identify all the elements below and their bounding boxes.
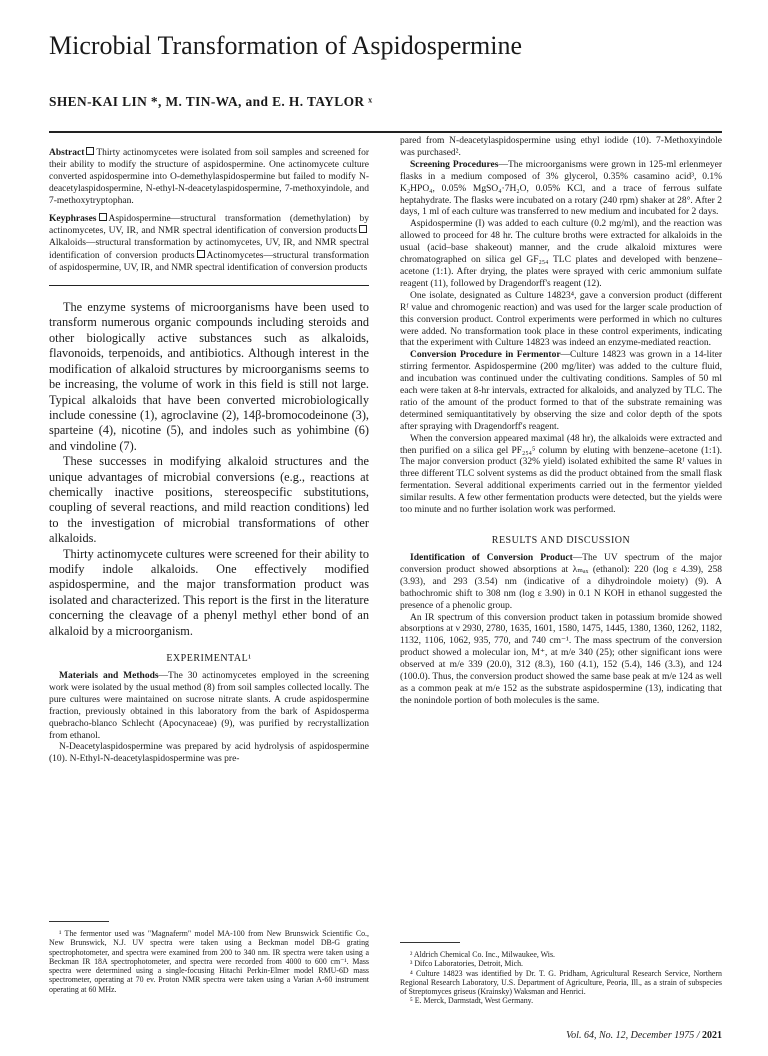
materials-paragraph bbox=[49, 671, 369, 742]
page-number: 2021 bbox=[702, 1030, 722, 1041]
bullet-square-icon bbox=[197, 250, 205, 258]
abstract bbox=[49, 147, 369, 208]
abstract-block bbox=[49, 147, 369, 286]
keyphrases-label: Keyphrases bbox=[49, 213, 97, 224]
keyphrase-item: Aspidospermine—structural transformation (demethylation) by actinomycetes, UV, IR, and NMR spectral identification of conversion products bbox=[49, 213, 369, 237]
screening-paragraph bbox=[400, 160, 722, 220]
ir-paragraph: An IR spectrum of this conversion product taken in potassium bromide showed absorptions at ν 2930, 2780, 1635, 1601, 1580, 1475, 1445, 1380, 1360, 1262, 1182, 1132, 1106, 1062, 935, 770, and 740 cm⁻¹. The mass spectrum of the conversion product showed a molecular ion, M⁺, at m/e 340 (25); other significant ions were observed at m/e 339 (20.0), 312 (8.3), 160 (4.1), 152 (5.4), 146 (3.3), and 124 (100.0). Thus, the conversion product showed the same base peak at m/e 124 as well as a common peak at m/e 152 as the substrate aspidospermine (13), indicating that the nonindole portion of both molecules is the same. bbox=[400, 612, 722, 706]
footnote: ² Aldrich Chemical Co. Inc., Milwaukee, Wis. bbox=[410, 950, 556, 959]
footnotes-left bbox=[49, 929, 369, 994]
deacetyl-paragraph: N-Deacetylaspidospermine was prepared by acid hydrolysis of aspidospermine (10). N-Ethyl-N-deacetylaspidospermine was pre- bbox=[49, 742, 369, 765]
aspidospermine-paragraph: Aspidospermine (I) was added to each culture (0.2 mg/ml), and the reaction was allowed to proceed for 48 hr. The culture broths were extracted for alkaloids in the usual (acid–base shakeout) manner, and the crude alkaloid mixtures were chromatographed on silica gel GF₂₅₄ TLC plates and developed with benzene–acetone (1:1). After drying, the plates were sprayed with ceric ammonium sulfate reagent (11), followed by Dragendorff's reagent (12). bbox=[400, 219, 722, 289]
materials-head: Materials and Methods bbox=[59, 671, 159, 681]
footnote: ⁵ E. Merck, Darmstadt, West Germany. bbox=[410, 996, 534, 1006]
author-list: SHEN-KAI LIN *, M. TIN-WA, and E. H. TAYLOR ˣ bbox=[49, 94, 373, 109]
continued-paragraph: pared from N-deacetylaspidospermine using ethyl iodide (10). 7-Methoxyindole was purchased². bbox=[400, 136, 722, 158]
screening-text: —The microorganisms were grown in 125-ml erlenmeyer flasks in a medium composed of 3% glycerol, 0.35% casamino acid³, 0.1% K₂HPO₄, 0.05% MgSO₄·7H₂O, 0.05% KCl, and a trace of ferrous sulfate heptahydrate. The flasks were incubated on a rotary (240 rpm) shaker at 28°. After 2 days, 1 ml of each culture was transferred to new medium and incubated for 2 days. bbox=[400, 159, 722, 218]
article-title: Microbial Transformation of Aspidospermine bbox=[49, 31, 523, 60]
footnote: ³ Difco Laboratories, Detroit, Mich. bbox=[410, 959, 524, 969]
bullet-square-icon bbox=[99, 213, 107, 221]
bullet-square-icon bbox=[359, 225, 367, 233]
conversion-head: Conversion Procedure in Fermentor bbox=[410, 350, 561, 361]
screening-head: Screening Procedures bbox=[410, 159, 499, 170]
identification-text: —The UV spectrum of the major conversion product showed absorptions at λₘₐₓ (ethanol): 220 (log ε 4.39), 258 (3.93), and 293 (3.54) nm (indicative of a dihydroindole moiety) (9). A bathochromic shift to 308 nm (log ε 3.90) in 0.1 N KOH in ethanol suggested the presence of a phenolic group. bbox=[400, 553, 722, 611]
header-rule bbox=[49, 131, 722, 133]
footnotes-right bbox=[400, 950, 722, 1006]
keyphrase-item: Alkaloids—structural transformation by actinomycetes, UV, IR, and NMR spectral identification of conversion products bbox=[49, 238, 369, 262]
intro-paragraph: The enzyme systems of microorganisms have been used to transform numerous organic compounds including steroids and other biologically active substances such as alkaloids, flavonoids, terpenoids, and antibiotics. Although interest in the modification of alkaloid structures by microorganisms seems to be increasing, the volume of work in this field is still not large. Typical alkaloids that have been converted microbiologically include conessine (1), agroclavine (2), 14β-bromocodeinone (3), sparteine (4), nicotine (5), and indoles such as yohimbine (6) and vindoline (7). bbox=[49, 300, 369, 453]
abstract-rule bbox=[49, 285, 369, 286]
keyphrase-item: Actinomycetes—structural transformation of aspidospermine, UV, IR, and NMR spectral identification of conversion products bbox=[49, 251, 369, 274]
right-column bbox=[400, 136, 722, 708]
page-footer bbox=[566, 1030, 722, 1041]
materials-text: —The 30 actinomycetes employed in the screening work were isolated by the usual method (8) from soil samples collected locally. The pure cultures were maintained on sucrose nitrate slants. A crude aspidospermine fraction, previously obtained in this laboratory from the bark of Aspidosperma quebracho-blanco Schlecht (Apocynaceae) (9), was purified by recrystallization from ethanol. bbox=[49, 671, 369, 741]
conversion-paragraph bbox=[400, 350, 722, 433]
section-heading-results: RESULTS AND DISCUSSION bbox=[491, 535, 631, 546]
introduction bbox=[49, 300, 369, 639]
conversion-text: —Culture 14823 was grown in a 14-liter stirring fermentor. Aspidospermine (200 mg/liter) was added to the culture fluid, and incubation was continued under the cultivating conditions. Samples of 50 ml each were taken at 8-hr intervals, extracted for alkaloids, and analyzed by TLC. The ratio of the amount of the product formed to that of the substrate remaining was determined semiquantitatively by observing the size and color depth of the spots after spraying with Dragendorff's reagent. bbox=[400, 350, 722, 432]
abstract-label: Abstract bbox=[49, 148, 85, 158]
left-column bbox=[49, 147, 369, 766]
abstract-text: Thirty actinomycetes were isolated from soil samples and screened for their ability to modify the structure of aspidospermine. One actinomycete culture converted aspidospermine into O-demethylaspidospermine but failed to modify N-deacetylaspidospermine, N-ethyl-N-deacetylaspidospermine, 7-methoxyindole, and 7-methoxytryptophan. bbox=[49, 148, 369, 206]
journal-citation: Vol. 64, No. 12, December 1975 / bbox=[566, 1030, 702, 1041]
keyphrases bbox=[49, 213, 369, 276]
identification-head: Identification of Conversion Product bbox=[410, 553, 573, 563]
intro-paragraph: Thirty actinomycete cultures were screened for their ability to modify indole alkaloids. One effectively modified aspidospermine, and the major transformation product was isolated and characterized. This report is the first in the literature concerning the cleavage of a phenyl methyl ether bond of an alkaloid by a microorganism. bbox=[49, 546, 369, 638]
intro-paragraph: These successes in modifying alkaloid structures and the unique advantages of microbial conversions (e.g., reactions at chemically inactive positions, stereospecific substitutions, coupling of several reactions, and mild reaction conditions) led to the investigation of microbial transformations of other alkaloids. bbox=[49, 454, 369, 546]
isolate-paragraph: One isolate, designated as Culture 14823⁴, gave a conversion product (different Rᶠ value and chromogenic reaction) and was used for the larger scale production of this conversion product. Control experiments were performed in which no cultures were added. No transformation took place in these control experiments, indicating that the experiment with Culture 14823 was indeed an enzyme-mediated reaction. bbox=[400, 290, 722, 349]
footnote-rule-left bbox=[49, 921, 109, 922]
maximal-paragraph: When the conversion appeared maximal (48 hr), the alkaloids were extracted and then purified on a silica gel PF₂₅₄⁵ column by eluting with benzene–acetone (1:1). The major conversion product (32% yield) isolated exhibited the same Rᶠ values in three different TLC solvent systems as did the product obtained from the small flask fermentation. Several additional experiments carried out in the fermentor yielded similar results. A few other fermentation products were detected, but the yields were too minute and no further isolation work was performed. bbox=[400, 433, 722, 516]
experimental-body bbox=[49, 671, 369, 766]
section-heading-experimental: EXPERIMENTAL¹ bbox=[166, 653, 252, 664]
bullet-square-icon bbox=[86, 147, 94, 155]
footnote-rule-right bbox=[400, 942, 460, 943]
footnote: ⁴ Culture 14823 was identified by Dr. T. G. Pridham, Agricultural Research Service, Northern Regional Research Laboratory, U.S. Department of Agriculture, Peoria, Ill., as a strain of subspecies of Streptomyces griseus (Krainsky) Waksman and Henrici. bbox=[400, 968, 722, 997]
identification-paragraph bbox=[400, 553, 722, 613]
footnote: ¹ The fermentor used was "Magnaferm" model MA-100 from New Brunswick Scientific Co., New Brunswick, N.J. UV spectra were taken using a Beckman model DB-G grating spectrophotometer, and spectra were examined from 200 to 340 nm. IR spectra were taken using a Beckman IR 18A spectrophotometer, and spectra were recorded from 4000 to 600 cm⁻¹. Mass spectra were determined using a single-focusing Hitachi Perkin-Elmer model RMU-6D mass spectrometer, operating at 70 ev. Proton NMR spectra were taken using a Varian A-60 instrument operating at 60 MHz. bbox=[49, 929, 369, 994]
